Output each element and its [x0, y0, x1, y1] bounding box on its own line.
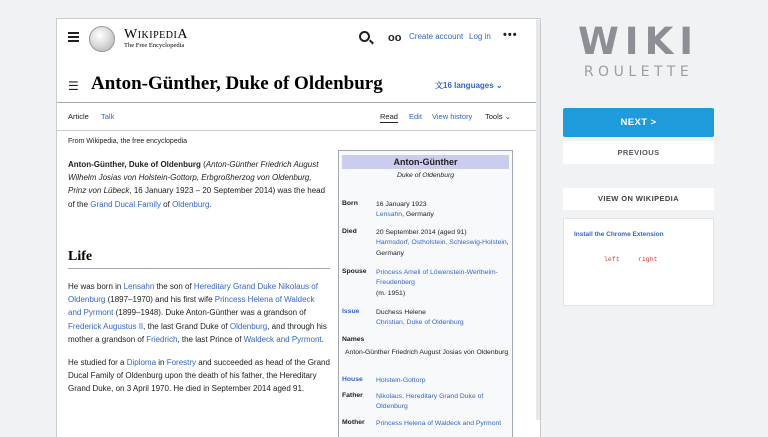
- log-in-link[interactable]: Log in: [469, 32, 491, 41]
- text: He studied for a: [68, 358, 127, 367]
- wordmark-title: WikipediA: [124, 27, 188, 42]
- page-tabs: [57, 103, 540, 131]
- wiki-header: [57, 19, 540, 59]
- spouse-label: Spouse: [342, 268, 367, 275]
- section-heading-life: Life: [68, 249, 330, 269]
- table-of-contents-icon[interactable]: ☰: [68, 79, 79, 93]
- text: , the last Grand Duke of: [143, 321, 230, 331]
- next-button[interactable]: NEXT >: [563, 108, 714, 137]
- wikipedia-frame: [56, 18, 541, 437]
- link-friedrich[interactable]: Friedrich: [146, 334, 178, 344]
- wikipedia-globe-logo[interactable]: [89, 26, 115, 52]
- languages-button[interactable]: 文16 languages ⌄: [435, 81, 503, 90]
- life-paragraph-2: [68, 356, 330, 396]
- father-label: Father: [342, 392, 363, 399]
- tab-view-history[interactable]: View history: [432, 112, 473, 121]
- wiki-scrollbar[interactable]: [536, 20, 540, 420]
- more-options-icon[interactable]: •••: [503, 29, 518, 41]
- link-nikolaus[interactable]: Hereditary Grand Duke Nikolaus of Oldenburg: [68, 282, 318, 305]
- born-date: 16 January 1923: [376, 201, 427, 208]
- link-holstein-gottorp[interactable]: Holstein-Gottorp: [376, 377, 426, 384]
- wiki-roulette-logo-roulette: ROULETTE: [583, 64, 694, 80]
- title-row: [57, 71, 540, 103]
- main-menu-icon[interactable]: [68, 32, 79, 42]
- text: He was born in: [68, 282, 124, 291]
- link-oldenburg[interactable]: Oldenburg: [229, 321, 268, 331]
- text: , and through his mother a grandson of: [68, 321, 327, 344]
- born-label: Born: [342, 200, 358, 207]
- intro-dates: , 16 January 1923 – 20 September 2014) was the head of the: [68, 186, 326, 209]
- wikipedia-wordmark[interactable]: [124, 27, 188, 49]
- died-country: , Germany: [376, 239, 509, 257]
- mother-label: Mother: [342, 419, 365, 426]
- wordmark-tagline: The Free Encyclopedia: [124, 42, 185, 49]
- died-label: Died: [342, 228, 357, 235]
- intro-text: of: [160, 199, 173, 209]
- appearance-icon[interactable]: oo: [388, 32, 402, 44]
- link-grand-ducal-family[interactable]: Grand Ducal Family: [90, 199, 161, 209]
- link-lensahn[interactable]: Lensahn: [123, 282, 155, 291]
- page-title: Anton-Günther, Duke of Oldenburg: [91, 73, 383, 94]
- full-name: Anton-Günther Friedrich August Wilhelm Josias von Holstein-Gottorp, Erbgroßherzog von Oldenburg, Prinz von Lübeck: [68, 160, 319, 196]
- house-label[interactable]: House: [342, 376, 363, 383]
- link-harmsdorf[interactable]: Harmsdorf, Ostholstein, Schleswig-Holstein: [376, 239, 507, 247]
- languages-label: 16 languages ⌄: [443, 81, 503, 90]
- text: (1897–1970) and his first wife: [105, 295, 215, 305]
- link-forestry[interactable]: Forestry: [166, 358, 197, 367]
- link-lensahn[interactable]: Lensahn: [376, 211, 403, 219]
- link-mother-helena[interactable]: Princess Helena of Waldeck and Pyrmont: [376, 420, 502, 427]
- intro-paragraph: [68, 158, 330, 211]
- create-account-link[interactable]: Create account: [409, 32, 464, 41]
- tab-read[interactable]: Read: [380, 112, 398, 121]
- ext-right-key: right: [638, 256, 658, 263]
- text: .: [321, 334, 324, 344]
- intro-text: (: [200, 160, 206, 169]
- view-on-wikipedia-button[interactable]: VIEW ON WIKIPEDIA: [563, 188, 714, 210]
- link-waldeck-pyrmont[interactable]: Waldeck and Pyrmont: [243, 334, 322, 344]
- wiki-roulette-logo-wiki: WIKI: [577, 20, 700, 63]
- link-diploma[interactable]: Diploma: [126, 358, 157, 367]
- site-tagline: From Wikipedia, the free encyclopedia: [68, 138, 188, 145]
- text: , the last Prince of: [177, 334, 244, 344]
- tab-talk[interactable]: Talk: [101, 112, 115, 121]
- subject-name: Anton-Günther, Duke of Oldenburg: [68, 160, 201, 169]
- ext-left-key: left: [604, 256, 620, 263]
- link-frederick-augustus[interactable]: Frederick Augustus II: [68, 321, 144, 331]
- infobox-subtitle: Duke of Oldenburg: [396, 172, 455, 179]
- link-princess-ameli[interactable]: Princess Ameli of Löwenstein-Wertheim-Freudenberg: [376, 269, 498, 287]
- issue-helene: Duchess Helene: [376, 309, 426, 316]
- names-value: Anton-Günther Friedrich August Josias von Oldenburg: [345, 349, 509, 356]
- text: (1899–1948). Duke Anton-Günther was a grandson of: [113, 308, 306, 318]
- infobox-name: Anton-Günther: [342, 155, 509, 169]
- link-princess-helena[interactable]: Princess Helena of Waldeck and Pyrmont: [68, 295, 315, 318]
- link-christian[interactable]: Christian, Duke of Oldenburg: [376, 319, 464, 327]
- search-icon[interactable]: [359, 31, 370, 42]
- text: the son of: [154, 282, 194, 291]
- link-oldenburg[interactable]: Oldenburg: [172, 199, 210, 209]
- extension-panel: [563, 218, 714, 306]
- names-label: Names: [342, 336, 365, 343]
- text: and succeeded as head of the Grand Ducal Family of Oldenburg upon the death of his father, the Hereditary Grand Duke, on 3 April 1970. He died in September 2014 aged 91.: [68, 358, 330, 394]
- infobox: [338, 150, 513, 437]
- install-extension-link[interactable]: Install the Chrome Extension: [574, 231, 664, 238]
- tab-edit[interactable]: Edit: [409, 112, 422, 121]
- link-father-nikolaus[interactable]: Nikolaus, Hereditary Grand Duke of Oldenburg: [376, 393, 484, 411]
- spouse-married: (m. 1951): [376, 289, 406, 297]
- issue-label[interactable]: Issue: [342, 308, 360, 315]
- intro-text: .: [209, 199, 212, 209]
- previous-button[interactable]: PREVIOUS: [563, 141, 714, 164]
- text: in: [156, 358, 167, 367]
- tab-article[interactable]: Article: [68, 112, 89, 121]
- tools-menu[interactable]: Tools ⌄: [485, 112, 511, 121]
- born-country: , Germany: [402, 211, 434, 219]
- life-paragraph-1: [68, 280, 330, 346]
- died-date: 20 September 2014 (aged 91): [376, 229, 467, 236]
